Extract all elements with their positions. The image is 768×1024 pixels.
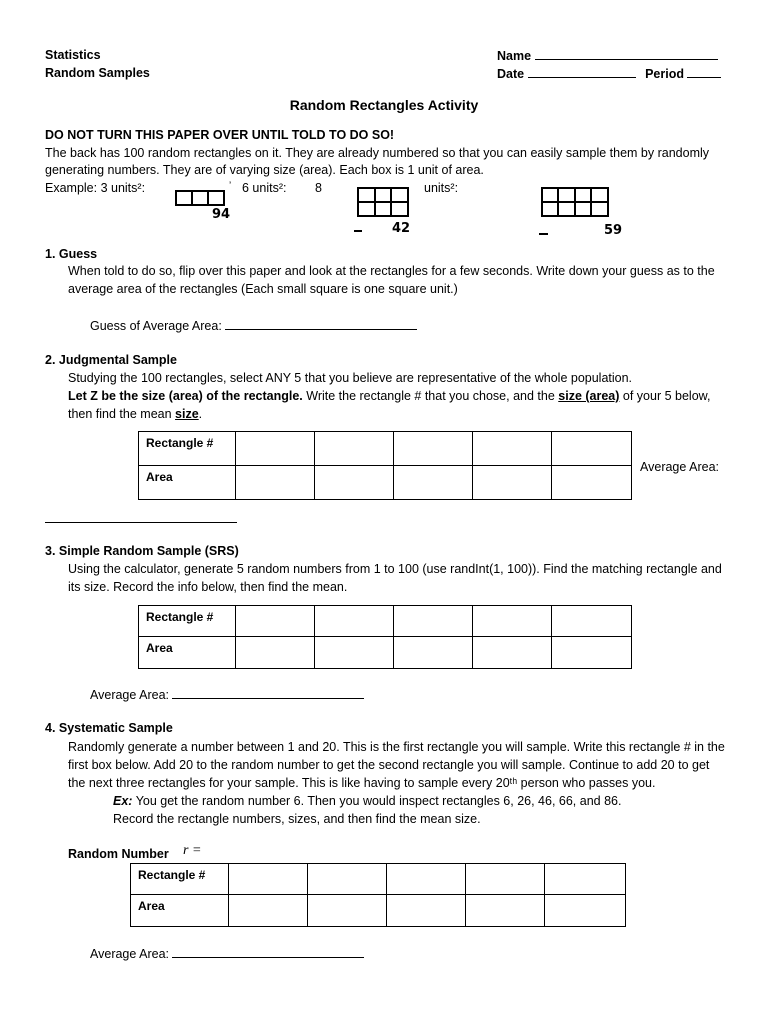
rectangle-cell[interactable]	[236, 432, 315, 466]
rectangle-cell[interactable]	[473, 606, 552, 637]
record-instruction: Record the rectangle numbers, sizes, and then find the mean size.	[113, 812, 481, 826]
average-area-field	[90, 946, 364, 961]
rectangle-cell[interactable]	[315, 432, 394, 466]
section-4-line-2: first box below. Add 20 to the random number to get the second rectangle you will sample. Continue to add 20 to get	[68, 758, 710, 772]
average-area-blank	[45, 522, 237, 523]
example-rect-6-units	[356, 186, 412, 220]
ex-label: Ex:	[113, 794, 133, 808]
ex-text: You get the random number 6. Then you would inspect rectangles 6, 26, 46, 66, and 86.	[132, 794, 622, 808]
table-row	[131, 864, 626, 895]
instruction-text-end: of your 5 below,	[619, 389, 711, 403]
area-cell[interactable]	[473, 637, 552, 669]
section-3-line-2: its size. Record the info below, then find the mean.	[68, 580, 348, 594]
table-row	[139, 637, 632, 669]
area-cell[interactable]	[236, 466, 315, 500]
example-rect-number: 59	[604, 223, 623, 238]
example-rect-number: 94	[212, 207, 231, 222]
example-8-label: units²:	[424, 181, 459, 195]
row-label-rectangle: Rectangle #	[139, 606, 236, 637]
rectangle-cell[interactable]	[387, 864, 466, 895]
z-definition: Let Z be the size (area) of the rectangle.	[68, 389, 303, 403]
unit-label: Random Samples	[45, 66, 150, 80]
area-cell[interactable]	[545, 895, 626, 927]
average-area-label: Average Area:	[90, 947, 169, 961]
warning-text: DO NOT TURN THIS PAPER OVER UNTIL TOLD TO DO SO!	[45, 128, 395, 142]
rectangle-cell[interactable]	[394, 606, 473, 637]
stray-mark: 8	[315, 181, 322, 195]
date-label: Date	[497, 67, 525, 81]
row-label-rectangle: Rectangle #	[131, 864, 229, 895]
average-area-label: Average Area:	[90, 688, 169, 702]
rectangle-cell[interactable]	[236, 606, 315, 637]
name-field	[497, 48, 718, 63]
r-equals: r =	[183, 843, 202, 858]
judgmental-sample-table	[138, 431, 632, 500]
page-title: Random Rectangles Activity	[289, 97, 479, 113]
guess-field	[90, 318, 417, 333]
rectangle-cell[interactable]	[552, 432, 632, 466]
section-1-heading: 1. Guess	[45, 247, 98, 261]
table-row	[131, 895, 626, 927]
row-label-area: Area	[131, 895, 229, 927]
area-cell[interactable]	[308, 895, 387, 927]
name-label: Name	[497, 49, 532, 63]
average-area-blank	[172, 687, 364, 699]
example-6-label: 6 units²:	[242, 181, 287, 195]
size-emphasis: size	[175, 407, 199, 421]
section-2-line-2	[68, 389, 710, 403]
table-row	[139, 466, 632, 500]
area-cell[interactable]	[387, 895, 466, 927]
area-cell[interactable]	[552, 466, 632, 500]
rectangle-cell[interactable]	[308, 864, 387, 895]
section-2-line-1: Studying the 100 rectangles, select ANY 5 that you believe are representative of the whole population.	[68, 371, 633, 385]
table-row	[139, 606, 632, 637]
row-label-rectangle: Rectangle #	[139, 432, 236, 466]
tick-mark: ʼ	[229, 181, 232, 192]
average-area-blank	[172, 946, 364, 958]
instruction-text: then find the mean	[68, 407, 176, 421]
average-area-field	[90, 687, 364, 702]
section-3-heading: 3. Simple Random Sample (SRS)	[45, 544, 239, 558]
area-cell[interactable]	[315, 466, 394, 500]
example-rect-8-units	[540, 186, 612, 220]
period-label: Period	[645, 67, 684, 81]
date-period-field	[497, 66, 721, 81]
area-cell[interactable]	[473, 466, 552, 500]
systematic-sample-table	[130, 863, 626, 927]
table-row	[139, 432, 632, 466]
period-blank	[687, 66, 721, 78]
area-cell[interactable]	[394, 466, 473, 500]
section-4-heading: 4. Systematic Sample	[45, 721, 173, 735]
random-number-label: Random Number	[68, 847, 169, 861]
guess-label: Guess of Average Area:	[90, 319, 222, 333]
srs-table	[138, 605, 632, 669]
area-cell[interactable]	[315, 637, 394, 669]
average-area-label: Average Area:	[640, 460, 719, 474]
dash-mark	[354, 230, 362, 232]
course-label: Statistics	[45, 48, 101, 62]
rectangle-cell[interactable]	[552, 606, 632, 637]
area-cell[interactable]	[229, 895, 308, 927]
rectangle-cell[interactable]	[394, 432, 473, 466]
example-rect-3-units	[174, 188, 232, 208]
section-3-line-1: Using the calculator, generate 5 random numbers from 1 to 100 (use randInt(1, 100)). Find the matching rectangle and	[68, 562, 722, 576]
section-1-line-2: average area of the rectangles (Each small square is one square unit.)	[68, 282, 458, 296]
intro-line-2: generating numbers. They are of varying size (area). Each box is 1 unit of area.	[45, 163, 484, 177]
section-4-line-3: the next three rectangles for your sample. This is like having to sample every 20ᵗʰ person who passes you.	[68, 776, 656, 790]
period-char: .	[198, 407, 203, 421]
example-label: Example: 3 units²:	[45, 181, 146, 195]
example-rect-number: 42	[392, 221, 411, 236]
rectangle-cell[interactable]	[315, 606, 394, 637]
name-blank	[535, 48, 718, 60]
instruction-text: Write the rectangle # that you chose, and the	[302, 389, 559, 403]
intro-line-1: The back has 100 random rectangles on it. They are already numbered so that you can easily sample them by randomly	[45, 146, 710, 160]
date-blank	[528, 66, 636, 78]
area-cell[interactable]	[466, 895, 545, 927]
area-cell[interactable]	[552, 637, 632, 669]
section-4-line-1: Randomly generate a number between 1 and 20. This is the first rectangle you will sample. Write this rectangle # in the	[68, 740, 725, 754]
dash-mark	[539, 233, 548, 235]
row-label-area: Area	[139, 637, 236, 669]
section-2-heading: 2. Judgmental Sample	[45, 353, 177, 367]
area-cell[interactable]	[394, 637, 473, 669]
row-label-area: Area	[139, 466, 236, 500]
size-area-emphasis: size (area)	[558, 389, 620, 403]
rectangle-cell[interactable]	[545, 864, 626, 895]
section-2-line-3	[68, 407, 202, 421]
example-line	[113, 794, 621, 808]
rectangle-cell[interactable]	[229, 864, 308, 895]
area-cell[interactable]	[236, 637, 315, 669]
guess-blank	[225, 318, 417, 330]
rectangle-cell[interactable]	[466, 864, 545, 895]
section-1-line-1: When told to do so, flip over this paper and look at the rectangles for a few seconds. Write down your guess as to the	[68, 264, 715, 278]
rectangle-cell[interactable]	[473, 432, 552, 466]
